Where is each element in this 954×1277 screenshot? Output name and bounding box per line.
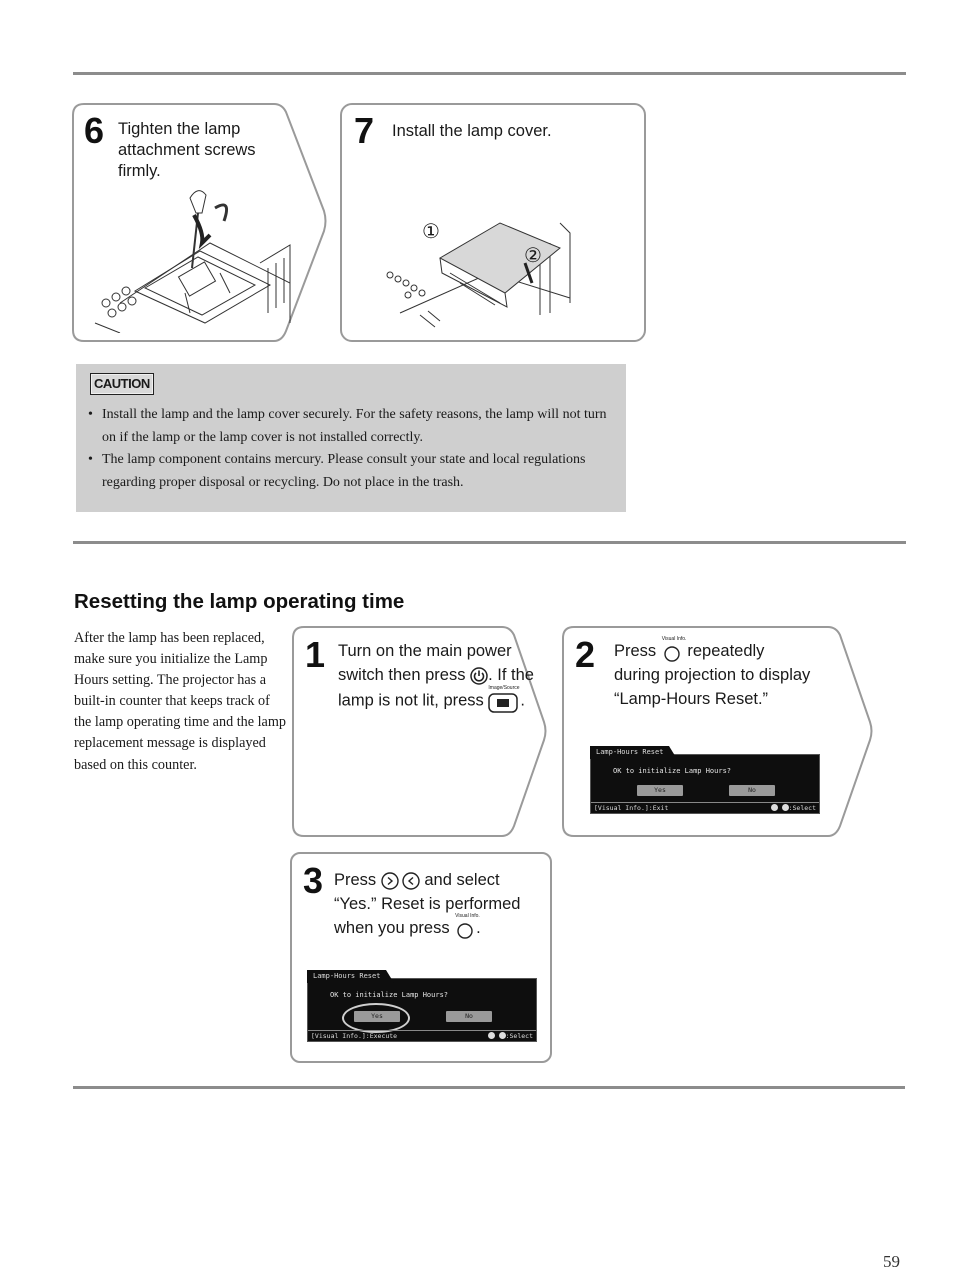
visual-info-caption: Visual Info. [661,635,687,642]
left-button-icon [402,872,420,890]
step-1-text-a: Turn on the main power switch then press [338,642,512,684]
step-6-panel [72,103,328,343]
screen-3-footer [308,1030,536,1041]
screen-2-tab: Lamp-Hours Reset [590,746,669,759]
caution-item: • Install the lamp and the lamp cover securely. For the safety reasons, the lamp will not turn on if the lamp or the lamp cover is not installed correctly. [88,407,607,445]
step-7-text: Install the lamp cover. [392,122,552,140]
step-3-text [334,868,544,940]
screen-2-no-button[interactable]: No [729,785,775,796]
step-7-number: 7 [354,110,375,151]
screen-2-footer [591,802,819,813]
step-6-text: Tighten the lamp attachment screws firmly. [118,120,256,180]
screen-3-question: OK to initialize Lamp Hours? [330,991,449,999]
lamp-reset-screen-2 [590,748,820,814]
step-1-panel [292,626,550,838]
screen-2-footer-right [771,803,816,813]
step-3-text-b: and select “Yes.” Reset is performed when you press [334,871,521,937]
caution-list [88,404,616,494]
middle-rule [73,541,906,544]
screen-2-footer-left: [Visual Info.]:Exit [594,804,669,812]
page-number: 59 [883,1252,900,1271]
section-intro: After the lamp has been replaced, make sure you initialize the Lamp Hours setting. The projector has a built-in counter that keeps track of the lamp operating time and the lamp replacement message is displayed based on this counter. [74,630,286,773]
screen-3-footer-left: [Visual Info.]:Execute [311,1032,398,1040]
step-2-text [614,635,814,711]
section-title: Resetting the lamp operating time [74,590,405,613]
caution-label: CAUTION [90,373,154,395]
step-1-text-b: . If the lamp is not lit, press [338,666,534,710]
left-arrow-icon [771,804,778,811]
screen-3-yes-button[interactable]: Yes [354,1011,400,1022]
callout-1: ① [422,221,440,243]
visual-info-button-icon [454,912,480,940]
step-3-panel [290,852,552,1064]
step-2-text-a: Press [614,642,657,660]
top-rule [73,72,906,75]
screen-3-footer-right-text: :Select [505,1032,533,1040]
step-7-illustration [380,203,580,333]
step-3-text-c: . [476,919,481,937]
right-arrow-icon [499,1032,506,1039]
visual-info-caption: Visual Info. [455,912,480,919]
lamp-reset-screen-3 [307,972,537,1042]
step-1-text-c: . [520,691,525,710]
caution-item-text: Install the lamp and the lamp cover securely. For the safety reasons, the lamp will not turn on if the lamp or the lamp cover is not installed correctly. [102,407,607,445]
screen-2-question: OK to initialize Lamp Hours? [613,767,732,775]
source-button-icon [488,687,520,715]
step-3-text-a: Press [334,871,377,889]
step-1-text [338,639,538,715]
step-6-illustration [90,173,310,333]
screen-2-yes-button[interactable]: Yes [637,785,683,796]
right-arrow-icon [782,804,789,811]
step-3-number: 3 [303,860,324,901]
caution-item: • The lamp component contains mercury. Please consult your state and local regulations regarding proper disposal or recycling. Do not place in the trash. [88,452,586,490]
screen-3-no-button[interactable]: No [446,1011,492,1022]
step-6-number: 6 [84,110,105,151]
power-icon [470,667,488,685]
screen-3-footer-right [488,1031,533,1041]
step-2-number: 2 [575,634,596,675]
source-button-caption: Image/Source [488,685,520,691]
visual-info-button-icon [661,635,687,663]
callout-2: ② [524,245,542,267]
bottom-rule [73,1086,905,1089]
screen-2-footer-right-text: :Select [788,804,816,812]
yes-highlight-ring [342,1003,410,1033]
screen-3-tab: Lamp-Hours Reset [307,970,386,983]
right-button-icon [381,872,399,890]
left-arrow-icon [488,1032,495,1039]
step-7-panel [340,103,646,343]
step-1-number: 1 [305,634,326,675]
caution-item-text: The lamp component contains mercury. Please consult your state and local regulations regarding proper disposal or recycling. Do not place in the trash. [102,452,586,490]
step-2-panel [562,626,876,838]
step-2-text-b: repeatedly during projection to display “Lamp-Hours Reset.” [614,642,811,708]
caution-box [76,364,626,512]
